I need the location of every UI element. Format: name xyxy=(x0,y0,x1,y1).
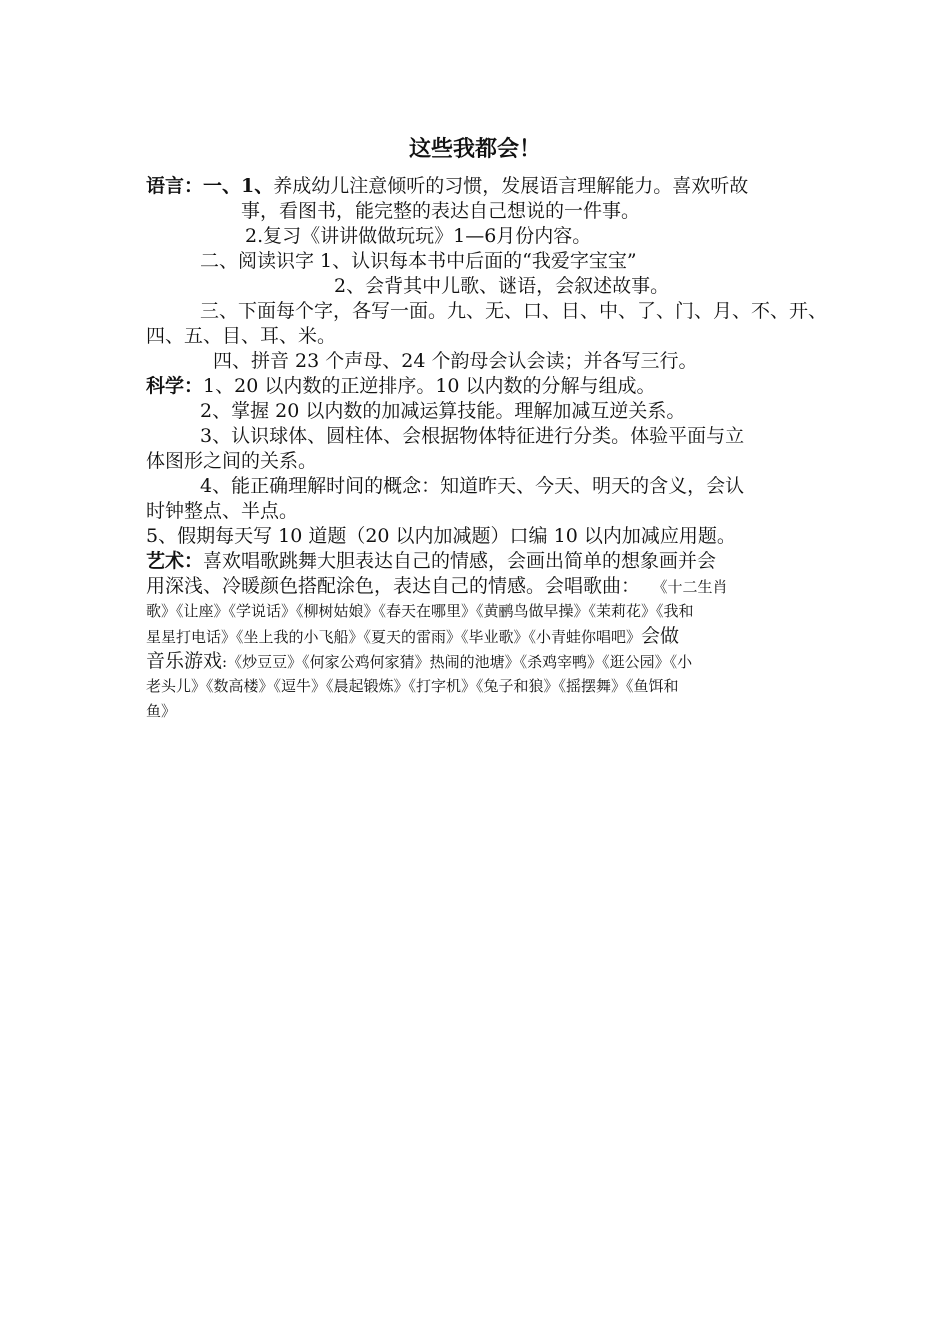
language-label: 语言：一、1、 xyxy=(146,175,274,197)
language-line-1 xyxy=(146,174,748,199)
song-list-2: 歌》《让座》《学说话》《柳树姑娘》《春天在哪里》《黄鹂鸟做早操》《茉莉花》《我和 xyxy=(146,602,694,620)
song-list-1: 《十二生肖 xyxy=(660,578,728,596)
science-line-6: 时钟整点、半点。 xyxy=(146,500,299,522)
science-line-3: 3、认识球体、圆柱体、会根据物体特征进行分类。体验平面与立 xyxy=(200,425,745,447)
art-line-1 xyxy=(146,549,716,574)
science-line-7: 5、假期每天写 10 道题（20 以内加减题）口编 10 以内加减应用题。 xyxy=(146,525,736,547)
language-line-3: 2.复习《讲讲做做玩玩》1—6月份内容。 xyxy=(245,225,592,247)
art-text-2: 用深浅、冷暖颜色搭配涂色，表达自己的情感。会唱歌曲： xyxy=(146,575,641,597)
science-line-1 xyxy=(146,374,656,399)
science-line-5: 4、能正确理解时间的概念：知道昨天、今天、明天的含义，会认 xyxy=(200,475,745,497)
language-line-5: 2、会背其中儿歌、谜语，会叙述故事。 xyxy=(334,275,670,297)
science-label: 科学： xyxy=(146,375,204,397)
language-text-1: 养成幼儿注意倾听的习惯，发展语言理解能力。喜欢听故 xyxy=(273,175,749,197)
science-line-4: 体图形之间的关系。 xyxy=(146,450,318,472)
language-line-8: 四、拼音 23 个声母、24 个韵母会认会读；并各写三行。 xyxy=(213,350,698,372)
art-line-4 xyxy=(146,624,679,650)
music-games-label: 音乐游戏 xyxy=(146,650,223,672)
science-text-1: 1、20 以内数的正逆排序。10 以内数的分解与组成。 xyxy=(203,375,656,397)
art-text-4: 会做 xyxy=(641,625,680,647)
game-list-3: 鱼》 xyxy=(146,702,177,720)
language-line-7: 四、五、目、耳、米。 xyxy=(146,325,337,347)
song-list-3: 星星打电话》《坐上我的小飞船》《夏天的雷雨》《毕业歌》《小青蛙你唱吧》 xyxy=(146,628,642,646)
art-text-1: 喜欢唱歌跳舞大胆表达自己的情感，会画出简单的想象画并会 xyxy=(203,550,717,572)
science-line-2: 2、掌握 20 以内数的加减运算技能。理解加减互逆关系。 xyxy=(200,400,686,422)
art-line-2 xyxy=(146,574,728,600)
art-line-5 xyxy=(146,649,692,675)
page-title: 这些我都会！ xyxy=(408,136,541,162)
language-line-2: 事，看图书，能完整的表达自己想说的一件事。 xyxy=(241,200,641,222)
game-list-2: 老头儿》《数高楼》《逗牛》《晨起锻炼》《打字机》《兔子和狼》《摇摆舞》《鱼饵和 xyxy=(146,677,679,695)
game-list-1: :《炒豆豆》《何家公鸡何家猜》热闹的池塘》《杀鸡宰鸭》《逛公园》《小 xyxy=(222,653,693,671)
language-line-6: 三、下面每个字，各写一面。九、无、口、日、中、了、门、月、不、开、 xyxy=(200,300,828,322)
language-line-4: 二、阅读识字 1、认识每本书中后面的“我爱字宝宝” xyxy=(200,250,637,272)
art-label: 艺术： xyxy=(146,550,204,572)
